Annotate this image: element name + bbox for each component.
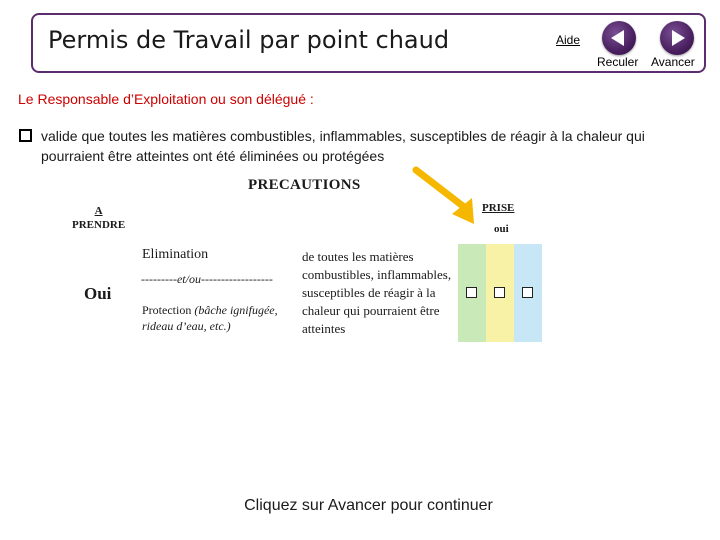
form-elimination-label: Elimination [142, 247, 209, 262]
help-link[interactable]: Aide [556, 33, 581, 47]
form-oui-column-label: oui [494, 223, 509, 235]
back-label[interactable]: Reculer [597, 55, 639, 69]
back-button[interactable] [602, 21, 636, 55]
form-protection-label [142, 302, 292, 334]
form-et-ou-separator: ---------et/ou------------------ [141, 272, 273, 286]
forward-button[interactable] [660, 21, 694, 55]
form-oui-label: Oui [84, 284, 112, 303]
checkbox-column-3[interactable] [522, 287, 533, 298]
form-a-prendre-line1: A [94, 205, 103, 217]
form-prise-label: PRISE [482, 202, 515, 214]
footer-instruction: Cliquez sur Avancer pour continuer [244, 497, 493, 514]
section-subheading: Le Responsable d’Exploitation ou son délégué : [18, 91, 314, 107]
bullet-text: valide que toutes les matières combustibles, inflammables, susceptibles de réagir à la chaleur qui pourraient être atteintes ont été éliminées ou protégées [41, 128, 645, 164]
pointer-arrow-icon [412, 166, 490, 228]
checkbox-column-1[interactable] [466, 287, 477, 298]
arrow-right-icon [672, 30, 685, 46]
form-precautions-title: PRECAUTIONS [248, 177, 361, 193]
form-matieres-text: de toutes les matières combustibles, inflammables, susceptibles de réagir à la chaleur qui pourraient être atteintes [302, 249, 452, 336]
form-a-prendre-line2: PRENDRE [72, 219, 126, 231]
bullet-square-icon [19, 129, 32, 142]
form-protection-detail: (bâche ignifugée, rideau d’eau, etc.) [142, 303, 278, 333]
page-title: Permis de Travail par point chaud [48, 26, 450, 54]
form-protection-word: Protection [142, 303, 192, 317]
form-a-prendre-label [72, 204, 125, 232]
forward-label[interactable]: Avancer [651, 55, 695, 69]
arrow-left-icon [611, 30, 624, 46]
checkbox-column-2[interactable] [494, 287, 505, 298]
